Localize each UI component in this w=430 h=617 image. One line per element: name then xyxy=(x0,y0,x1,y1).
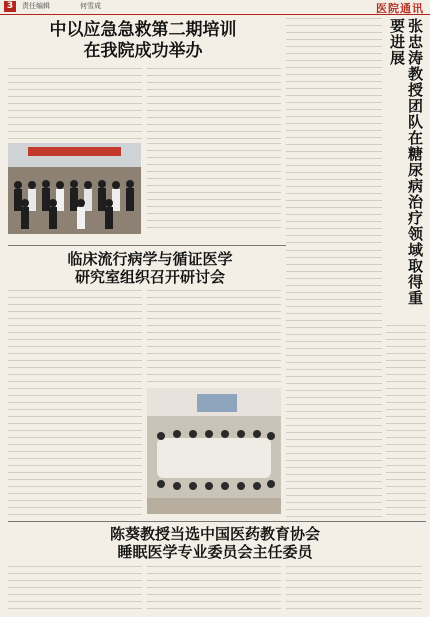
article3-text-col1 xyxy=(8,566,142,614)
page-number: 3 xyxy=(4,1,16,12)
article2-photo xyxy=(147,388,281,514)
article1-text-col2 xyxy=(147,68,281,140)
article2-text-col2 xyxy=(147,290,281,385)
divider-2 xyxy=(8,521,426,522)
article3-headline xyxy=(10,525,420,561)
article3-headline-line2: 睡眠医学专业委员会主任委员 xyxy=(117,543,313,561)
article1-text-col1 xyxy=(8,68,142,140)
section-label: 责任编辑 xyxy=(22,2,50,10)
masthead: 医院通讯 xyxy=(376,2,424,15)
editor-label: 何雪成 xyxy=(80,2,101,10)
article2-headline xyxy=(20,250,280,286)
article1-text-col3 xyxy=(147,143,281,233)
article1-headline-line2: 在我院成功举办 xyxy=(83,41,203,61)
article1-headline xyxy=(8,20,278,62)
article3-headline-line1: 陈葵教授当选中国医药教育协会 xyxy=(109,525,320,543)
article2-text-col1 xyxy=(8,290,142,518)
side-article-text xyxy=(386,325,426,518)
side-article-headline: 张忠涛教授团队在糖尿病治疗领域取得重要进展 xyxy=(388,18,424,306)
page-header xyxy=(0,0,430,15)
divider-1 xyxy=(8,245,286,246)
article2-headline-line2: 研究室组织召开研讨会 xyxy=(74,268,225,286)
article3-text-col2 xyxy=(147,566,281,614)
article1-headline-line1: 中以应急急救第二期培训 xyxy=(49,20,237,40)
article1-photo xyxy=(8,143,141,234)
article3-text-col3 xyxy=(286,566,422,614)
article2-headline-line1: 临床流行病学与循证医学 xyxy=(67,250,233,268)
article1-text-col4 xyxy=(286,18,382,246)
article2-text-col3 xyxy=(286,250,382,518)
